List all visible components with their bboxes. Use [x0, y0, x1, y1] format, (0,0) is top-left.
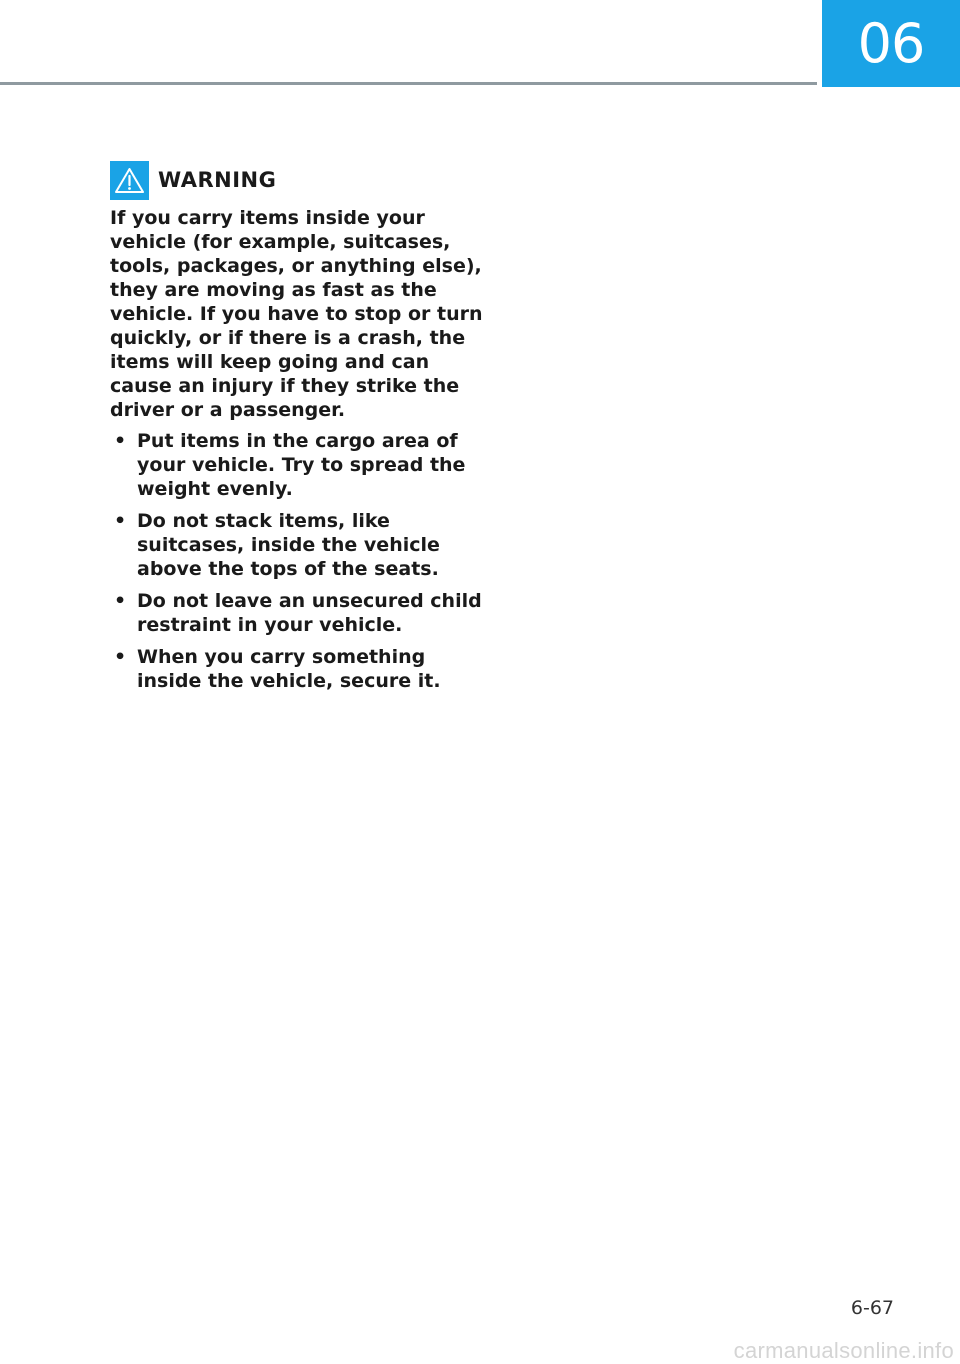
header-rule — [0, 82, 817, 85]
page-number: 6-67 — [850, 1297, 894, 1319]
warning-block — [110, 160, 495, 701]
bullet-text: When you carry something inside the vehicle, secure it. — [137, 646, 441, 692]
warning-heading — [110, 160, 495, 200]
list-item — [110, 645, 495, 693]
bullet-text: Put items in the cargo area of your vehicle. Try to spread the weight evenly. — [137, 430, 466, 500]
list-item — [110, 429, 495, 501]
warning-title: WARNING — [158, 168, 277, 192]
warning-triangle-icon — [114, 167, 145, 194]
chapter-tab — [822, 0, 960, 87]
bullet-text: Do not leave an unsecured child restraint in your vehicle. — [137, 590, 482, 636]
list-item — [110, 589, 495, 637]
bullet-icon: • — [114, 430, 127, 452]
bullet-icon: • — [114, 590, 127, 612]
warning-badge — [110, 161, 149, 200]
bullet-icon: • — [114, 510, 127, 532]
bullet-text: Do not stack items, like suitcases, inside the vehicle above the tops of the seats. — [137, 510, 440, 580]
list-item — [110, 509, 495, 581]
bullet-icon: • — [114, 646, 127, 668]
watermark-link[interactable]: carmanualsonline.info — [733, 1338, 954, 1363]
warning-bullet-list — [110, 429, 495, 693]
warning-body: If you carry items inside your vehicle (for example, suitcases, tools, packages, or anything else), they are moving as fast as the vehicle. If you have to stop or turn quickly, or if there is a crash, the items will keep going and can cause an injury if they strike the driver or a passenger. — [110, 207, 483, 421]
chapter-number: 06 — [857, 11, 925, 75]
